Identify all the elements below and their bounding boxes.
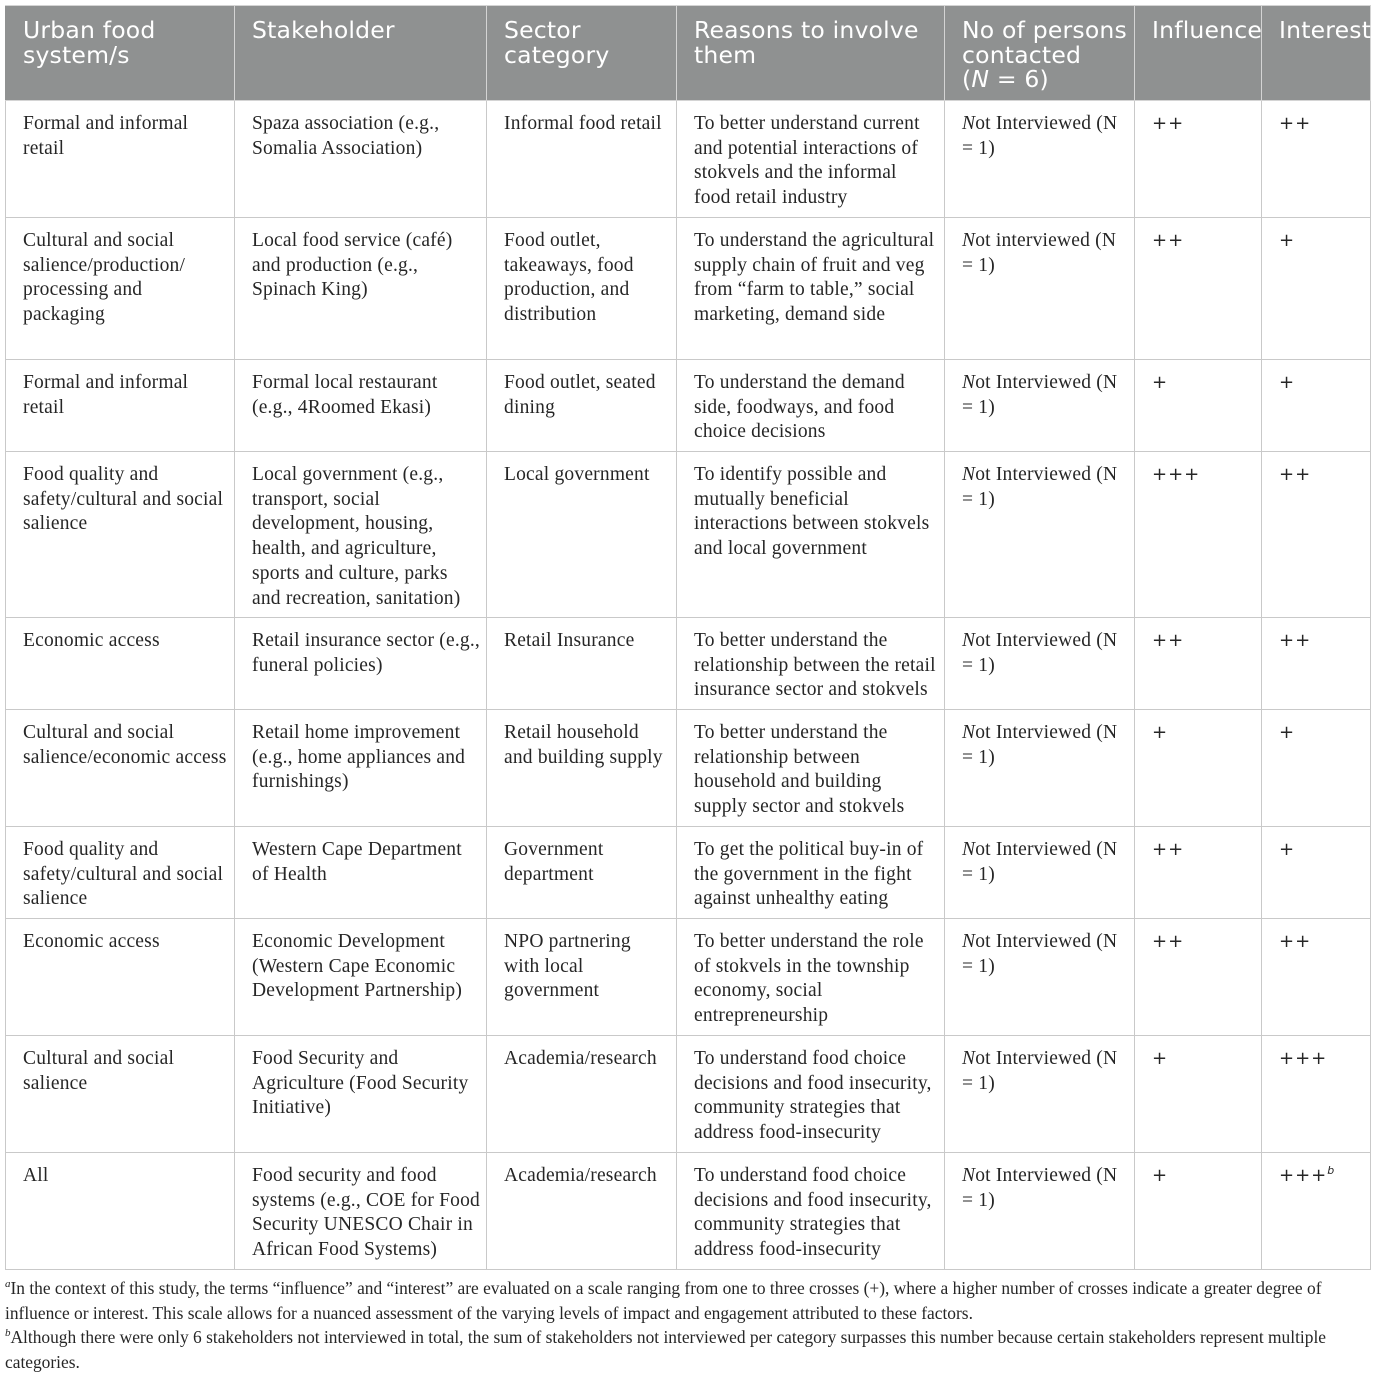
- cell-interest-text: +++: [1279, 1165, 1328, 1186]
- header-urban-food-system: Urban food system/s: [6, 6, 235, 101]
- cell-interest: [1262, 101, 1371, 218]
- cell-urban-food-system-text: Cultural and social salience: [23, 1048, 175, 1094]
- n-symbol: N: [962, 1165, 976, 1186]
- cell-reasons-text: To understand food choice decisions and food insecurity, community strategies that address food-insecurity: [694, 1048, 932, 1144]
- cell-influence: [1135, 919, 1262, 1036]
- cell-influence-text: ++: [1152, 230, 1185, 251]
- cell-influence: [1135, 452, 1262, 618]
- header-persons-contacted-label: No of persons contacted: [962, 16, 1127, 69]
- cell-reasons: [677, 218, 945, 360]
- cell-reasons: [677, 1153, 945, 1270]
- footnote-b-text: Although there were only 6 stakeholders not interviewed in total, the sum of stakeholders not interviewed per category surpasses this number because certain stakeholders represent multiple categories.: [5, 1327, 1326, 1372]
- cell-influence-text: ++: [1152, 113, 1185, 134]
- table-row: [6, 218, 1371, 360]
- cell-reasons-text: To better understand the role of stokvels in the township economy, social entrepreneurship: [694, 931, 924, 1027]
- interest-footnote-mark: b: [1327, 1164, 1336, 1177]
- cell-urban-food-system-text: All: [23, 1165, 49, 1186]
- footnotes: [5, 1276, 1373, 1374]
- cell-reasons-text: To understand the demand side, foodways, and food choice decisions: [694, 372, 905, 443]
- cell-stakeholder-text: Local government (e.g., transport, social development, housing, health, and agriculture, sports and culture, parks and recreation, sanitation): [252, 464, 461, 609]
- cell-stakeholder: [235, 919, 487, 1036]
- cell-interest: [1262, 1153, 1371, 1270]
- cell-influence-text: ++: [1152, 630, 1185, 651]
- header-reasons: Reasons to involve them: [677, 6, 945, 101]
- cell-sector-category-text: Academia/research: [504, 1048, 657, 1069]
- footnote-b-mark: b: [5, 1327, 11, 1340]
- cell-interest: [1262, 218, 1371, 360]
- cell-influence: [1135, 710, 1262, 827]
- cell-urban-food-system: [6, 710, 235, 827]
- header-row: [6, 6, 1371, 101]
- n-symbol: N: [971, 65, 990, 93]
- n-symbol: N: [962, 931, 976, 952]
- cell-persons-contacted-text: Not Interviewed (N = 1): [962, 372, 1118, 418]
- cell-influence-text: +: [1152, 1048, 1169, 1069]
- footnote-a-text: In the context of this study, the terms “influence” and “interest” are evaluated on a scale ranging from one to three crosses (+), where a higher number of crosses indicate a greater degree of influence or interest. This scale allows for a nuanced assessment of the varying levels of impact and engagement attributed to these factors.: [5, 1278, 1322, 1323]
- stakeholder-table: [5, 5, 1371, 1270]
- cell-persons-contacted: [945, 710, 1135, 827]
- cell-stakeholder-text: Food Security and Agriculture (Food Security Initiative): [252, 1048, 469, 1119]
- cell-interest: [1262, 827, 1371, 919]
- cell-reasons: [677, 710, 945, 827]
- cell-persons-contacted-text: Not Interviewed (N = 1): [962, 931, 1118, 977]
- cell-urban-food-system: [6, 101, 235, 218]
- cell-sector-category: [487, 827, 677, 919]
- footnote-a-mark: a: [5, 1278, 11, 1291]
- cell-reasons-text: To get the political buy-in of the government in the fight against unhealthy eating: [694, 839, 924, 910]
- cell-sector-category-text: Government department: [504, 839, 604, 885]
- cell-influence-text: ++: [1152, 931, 1185, 952]
- cell-persons-contacted-text: Not Interviewed (N = 1): [962, 1048, 1118, 1094]
- n-symbol: N: [962, 630, 976, 651]
- cell-interest-text: ++: [1279, 931, 1312, 952]
- cell-sector-category: [487, 618, 677, 710]
- cell-sector-category: [487, 1036, 677, 1153]
- cell-persons-contacted: [945, 827, 1135, 919]
- cell-interest: [1262, 919, 1371, 1036]
- cell-interest: [1262, 618, 1371, 710]
- cell-stakeholder-text: Spaza association (e.g., Somalia Association): [252, 113, 440, 159]
- cell-sector-category: [487, 218, 677, 360]
- cell-interest: [1262, 452, 1371, 618]
- n-symbol: N: [962, 464, 976, 485]
- cell-persons-contacted-text: Not Interviewed (N = 1): [962, 722, 1118, 768]
- cell-urban-food-system-text: Formal and informal retail: [23, 113, 189, 159]
- cell-urban-food-system-text: Cultural and social salience/economic access: [23, 722, 227, 768]
- n-symbol: N: [962, 113, 976, 134]
- n-symbol: N: [962, 372, 976, 393]
- cell-influence: [1135, 1036, 1262, 1153]
- cell-persons-contacted: [945, 101, 1135, 218]
- cell-persons-contacted-text: Not Interviewed (N = 1): [962, 464, 1118, 510]
- cell-sector-category-text: NPO partnering with local government: [504, 931, 631, 1002]
- cell-stakeholder-text: Formal local restaurant (e.g., 4Roomed Ekasi): [252, 372, 438, 418]
- cell-influence: [1135, 1153, 1262, 1270]
- cell-urban-food-system-text: Economic access: [23, 630, 160, 651]
- cell-stakeholder-text: Retail home improvement (e.g., home appliances and furnishings): [252, 722, 466, 793]
- cell-sector-category: [487, 1153, 677, 1270]
- header-persons-contacted-n: (N = 6): [962, 65, 1049, 93]
- cell-interest: [1262, 710, 1371, 827]
- cell-persons-contacted-text: Not interviewed (N = 1): [962, 230, 1117, 276]
- n-symbol: N: [962, 230, 976, 251]
- table-row: [6, 452, 1371, 618]
- cell-reasons: [677, 101, 945, 218]
- cell-urban-food-system-text: Cultural and social salience/production/ processing and packaging: [23, 230, 186, 326]
- cell-urban-food-system-text: Food quality and safety/cultural and social salience: [23, 839, 224, 910]
- cell-sector-category-text: Academia/research: [504, 1165, 657, 1186]
- cell-urban-food-system-text: Economic access: [23, 931, 160, 952]
- footnote-b: [5, 1325, 1373, 1374]
- n-symbol: N: [962, 722, 976, 743]
- cell-persons-contacted: [945, 1153, 1135, 1270]
- cell-persons-contacted: [945, 1036, 1135, 1153]
- table-row: [6, 360, 1371, 452]
- cell-reasons: [677, 452, 945, 618]
- footnote-a: [5, 1276, 1373, 1325]
- cell-persons-contacted-text: Not Interviewed (N = 1): [962, 113, 1118, 159]
- cell-interest-text: +++: [1279, 1048, 1328, 1069]
- cell-sector-category: [487, 101, 677, 218]
- table-row: [6, 710, 1371, 827]
- cell-sector-category: [487, 919, 677, 1036]
- cell-stakeholder: [235, 710, 487, 827]
- cell-sector-category: [487, 710, 677, 827]
- cell-persons-contacted: [945, 618, 1135, 710]
- cell-influence: [1135, 618, 1262, 710]
- cell-stakeholder-text: Food security and food systems (e.g., COE for Food Security UNESCO Chair in African Food Systems): [252, 1165, 481, 1261]
- cell-stakeholder-text: Local food service (café) and production (e.g., Spinach King): [252, 230, 453, 301]
- cell-stakeholder-text: Retail insurance sector (e.g., funeral policies): [252, 630, 480, 676]
- cell-stakeholder-text: Western Cape Department of Health: [252, 839, 462, 885]
- cell-sector-category-text: Food outlet, takeaways, food production, and distribution: [504, 230, 634, 326]
- cell-reasons-text: To better understand the relationship between household and building supply sector and stokvels: [694, 722, 905, 818]
- cell-sector-category-text: Informal food retail: [504, 113, 662, 134]
- cell-influence: [1135, 360, 1262, 452]
- cell-reasons-text: To better understand current and potential interactions of stokvels and the informal food retail industry: [694, 113, 920, 209]
- n-symbol: N: [962, 1048, 976, 1069]
- cell-reasons-text: To understand food choice decisions and food insecurity, community strategies that address food-insecurity: [694, 1165, 932, 1261]
- n-symbol: N: [962, 839, 976, 860]
- cell-urban-food-system: [6, 1036, 235, 1153]
- cell-urban-food-system: [6, 1153, 235, 1270]
- cell-stakeholder: [235, 360, 487, 452]
- cell-interest-text: +: [1279, 230, 1296, 251]
- cell-urban-food-system: [6, 218, 235, 360]
- cell-interest: [1262, 1036, 1371, 1153]
- cell-interest-text: +: [1279, 372, 1296, 393]
- cell-stakeholder: [235, 218, 487, 360]
- cell-persons-contacted: [945, 452, 1135, 618]
- cell-urban-food-system-text: Formal and informal retail: [23, 372, 189, 418]
- cell-persons-contacted: [945, 919, 1135, 1036]
- table-row: [6, 1036, 1371, 1153]
- cell-sector-category-text: Retail Insurance: [504, 630, 635, 651]
- cell-reasons: [677, 360, 945, 452]
- cell-stakeholder: [235, 1036, 487, 1153]
- cell-reasons-text: To understand the agricultural supply chain of fruit and veg from “farm to table,” social marketing, demand side: [694, 230, 935, 326]
- table-row: [6, 827, 1371, 919]
- cell-reasons: [677, 827, 945, 919]
- cell-interest: [1262, 360, 1371, 452]
- cell-sector-category: [487, 452, 677, 618]
- cell-urban-food-system: [6, 452, 235, 618]
- cell-influence-text: +++: [1152, 464, 1201, 485]
- cell-urban-food-system: [6, 360, 235, 452]
- cell-interest-text: +: [1279, 839, 1296, 860]
- cell-interest-text: ++: [1279, 113, 1312, 134]
- header-persons-contacted: [945, 6, 1135, 101]
- cell-reasons: [677, 618, 945, 710]
- cell-interest-text: ++: [1279, 464, 1312, 485]
- cell-stakeholder: [235, 101, 487, 218]
- cell-stakeholder-text: Economic Development (Western Cape Economic Development Partnership): [252, 931, 463, 1002]
- cell-reasons: [677, 1036, 945, 1153]
- cell-interest-text: +: [1279, 722, 1296, 743]
- table-row: [6, 1153, 1371, 1270]
- cell-urban-food-system: [6, 618, 235, 710]
- table-body: [6, 101, 1371, 1270]
- header-sector-category: Sector category: [487, 6, 677, 101]
- cell-influence-text: +: [1152, 722, 1169, 743]
- table-row: [6, 618, 1371, 710]
- cell-sector-category-text: Food outlet, seated dining: [504, 372, 656, 418]
- cell-influence: [1135, 101, 1262, 218]
- cell-reasons-text: To better understand the relationship between the retail insurance sector and stokvels: [694, 630, 936, 701]
- cell-influence: [1135, 218, 1262, 360]
- cell-reasons: [677, 919, 945, 1036]
- cell-influence-text: ++: [1152, 839, 1185, 860]
- cell-influence-text: +: [1152, 1165, 1169, 1186]
- cell-stakeholder: [235, 452, 487, 618]
- cell-influence-text: +: [1152, 372, 1169, 393]
- cell-interest-text: ++: [1279, 630, 1312, 651]
- header-influence: Influence: [1135, 6, 1262, 101]
- cell-sector-category-text: Local government: [504, 464, 650, 485]
- cell-sector-category-text: Retail household and building supply: [504, 722, 663, 768]
- header-stakeholder: Stakeholder: [235, 6, 487, 101]
- cell-persons-contacted: [945, 218, 1135, 360]
- cell-influence: [1135, 827, 1262, 919]
- cell-urban-food-system: [6, 827, 235, 919]
- cell-persons-contacted: [945, 360, 1135, 452]
- cell-reasons-text: To identify possible and mutually beneficial interactions between stokvels and local government: [694, 464, 930, 560]
- cell-persons-contacted-text: Not Interviewed (N = 1): [962, 630, 1118, 676]
- table-wrapper: [5, 5, 1370, 1270]
- table-row: [6, 101, 1371, 218]
- cell-stakeholder: [235, 1153, 487, 1270]
- cell-persons-contacted-text: Not Interviewed (N = 1): [962, 839, 1118, 885]
- cell-persons-contacted-text: Not Interviewed (N = 1): [962, 1165, 1118, 1211]
- header-interest: Interest: [1262, 6, 1371, 101]
- cell-urban-food-system: [6, 919, 235, 1036]
- table-row: [6, 919, 1371, 1036]
- cell-stakeholder: [235, 618, 487, 710]
- cell-sector-category: [487, 360, 677, 452]
- cell-urban-food-system-text: Food quality and safety/cultural and social salience: [23, 464, 224, 535]
- cell-stakeholder: [235, 827, 487, 919]
